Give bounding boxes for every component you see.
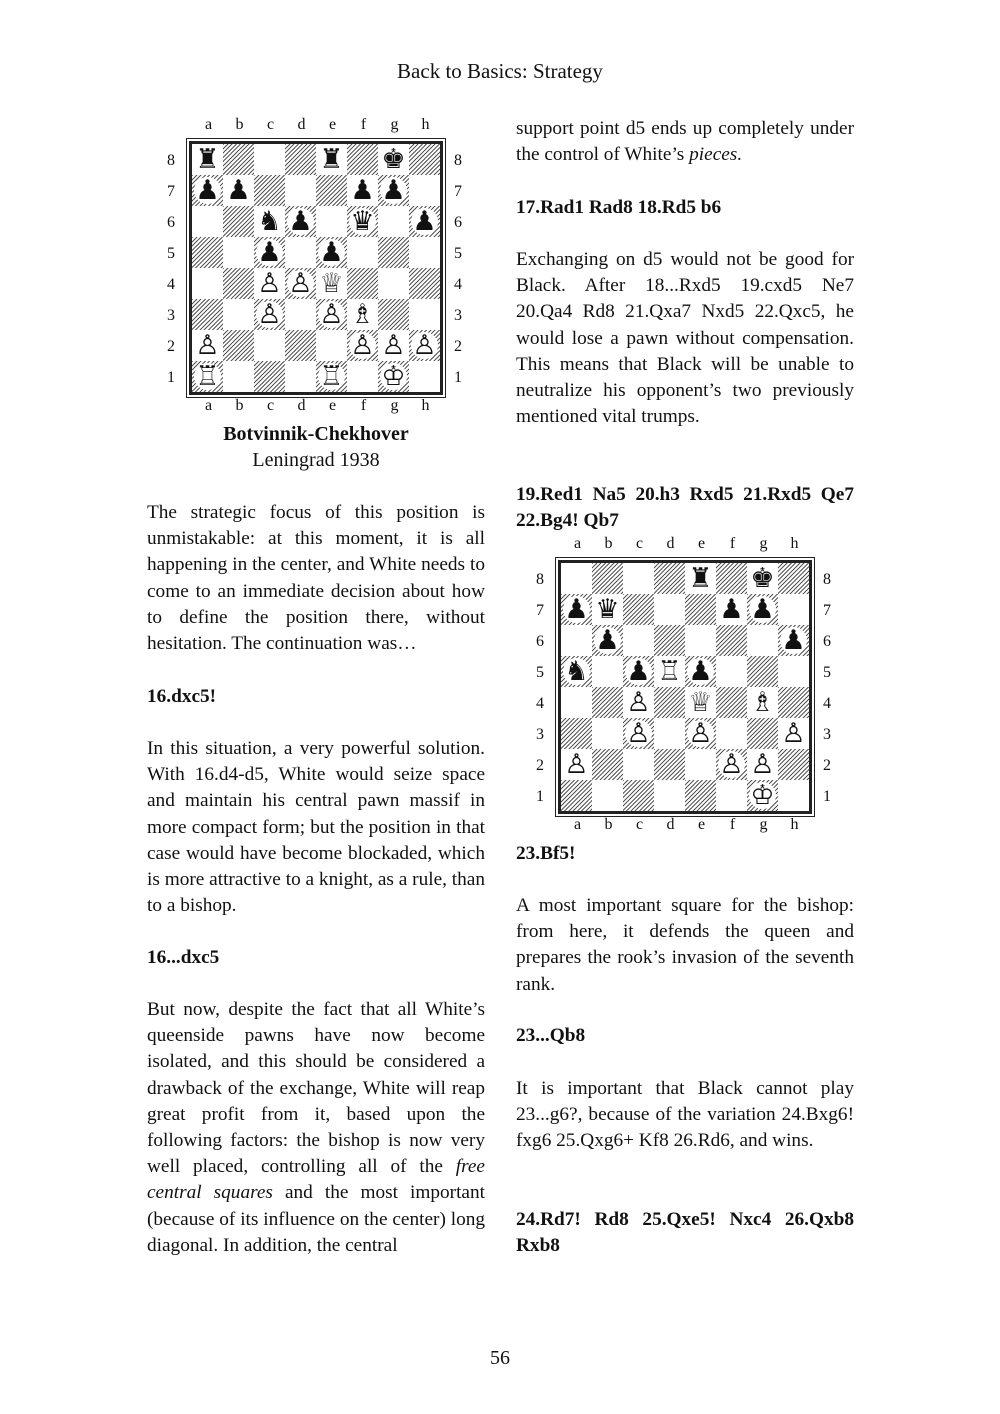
square-h3 [409,299,440,330]
move-heading: 16.dxc5! [147,686,217,707]
file-label: f [729,816,736,833]
white-bishop-icon: ♗ [750,687,775,718]
square-e7 [316,175,347,206]
square-d7 [285,175,316,206]
rank-label: 6 [454,214,462,231]
square-a5 [192,237,223,268]
square-a4 [561,687,592,718]
black-pawn-icon: ♟ [688,656,713,687]
black-pawn-icon: ♟ [719,594,744,625]
rank-label: 7 [167,183,175,200]
white-queen-icon: ♕ [319,268,344,299]
white-pawn-icon: ♙ [288,268,313,299]
file-label: b [604,816,613,833]
rank-label: 2 [167,338,175,355]
square-f6 [347,206,378,237]
rank-labels-right [451,145,465,393]
black-knight-icon: ♞ [564,656,589,687]
square-d3 [654,718,685,749]
square-h8 [409,144,440,175]
emphasis: free central squares [147,1156,485,1204]
white-pawn-icon: ♙ [626,687,651,718]
square-d8 [285,144,316,175]
square-h5 [778,656,809,687]
square-d7 [654,594,685,625]
file-label: f [360,397,367,414]
file-label: b [235,397,244,414]
square-f1 [716,780,747,811]
square-c3 [254,299,285,330]
file-label: e [697,816,706,833]
square-a3 [561,718,592,749]
square-d8 [654,563,685,594]
square-g3 [747,718,778,749]
square-d1 [285,361,316,392]
square-f4 [347,268,378,299]
chessboard [189,141,443,395]
square-c5 [254,237,285,268]
file-label: e [697,535,706,552]
black-rook-icon: ♜ [319,144,344,175]
square-c8 [623,563,654,594]
file-label: c [635,535,644,552]
text-run: support point d5 ends up completely under the control of White’s [516,118,854,166]
square-f7 [716,594,747,625]
black-pawn-icon: ♟ [626,656,651,687]
square-c1 [623,780,654,811]
square-c7 [254,175,285,206]
square-h1 [778,780,809,811]
file-label: g [390,397,399,414]
text-run: and the most important (because of its influence on the center) long diagonal. In addition, the central [147,1182,485,1256]
square-f8 [347,144,378,175]
rank-label: 4 [536,695,544,712]
square-f3 [716,718,747,749]
white-pawn-icon: ♙ [381,330,406,361]
black-queen-icon: ♛ [595,594,620,625]
file-label: e [328,116,337,133]
text-run: But now, despite the fact that all White’s queenside pawns have now become isolated, and this should be considered a drawback of the exchange, White will reap great profit from it, based upon the following factors: the bishop is now very well placed, controlling all of the [147,999,485,1178]
move-heading: 19.Red1 Na5 20.h3 Rxd5 21.Rxd5 Qe7 22.Bg4! Qb7 [516,484,854,532]
square-d3 [285,299,316,330]
square-g2 [378,330,409,361]
square-e2 [685,749,716,780]
square-e3 [685,718,716,749]
white-pawn-icon: ♙ [350,330,375,361]
square-d1 [654,780,685,811]
file-label: h [421,116,430,133]
black-king-icon: ♚ [750,563,775,594]
square-f6 [716,625,747,656]
square-d6 [285,206,316,237]
square-a2 [561,749,592,780]
file-label: a [573,816,582,833]
square-g8 [747,563,778,594]
square-b4 [592,687,623,718]
rank-label: 2 [536,757,544,774]
file-label: c [266,116,275,133]
rank-labels-left [533,564,547,812]
square-f1 [347,361,378,392]
square-g3 [378,299,409,330]
file-label: c [266,397,275,414]
square-g4 [747,687,778,718]
square-f7 [347,175,378,206]
rank-label: 8 [167,152,175,169]
square-e8 [685,563,716,594]
rank-label: 6 [823,633,831,650]
rank-label: 1 [167,369,175,386]
file-label: b [604,535,613,552]
square-a3 [192,299,223,330]
black-pawn-icon: ♟ [564,594,589,625]
square-g1 [378,361,409,392]
black-rook-icon: ♜ [688,563,713,594]
square-d4 [654,687,685,718]
rank-label: 7 [454,183,462,200]
square-h4 [409,268,440,299]
file-label: a [573,535,582,552]
square-d5 [285,237,316,268]
black-pawn-icon: ♟ [412,206,437,237]
file-label: h [421,397,430,414]
black-pawn-icon: ♟ [595,625,620,656]
square-h8 [778,563,809,594]
paragraph: A most important square for the bishop: from here, it defends the queen and prepares the rook’s invasion of the seventh rank. [516,895,854,995]
square-e4 [685,687,716,718]
rank-label: 7 [823,602,831,619]
square-b8 [223,144,254,175]
rank-label: 2 [823,757,831,774]
paragraph [516,116,854,168]
file-label: g [390,116,399,133]
move-heading: 23...Qb8 [516,1025,586,1046]
rank-label: 5 [167,245,175,262]
white-pawn-icon: ♙ [257,299,282,330]
square-a6 [192,206,223,237]
file-label: f [360,116,367,133]
file-label: h [790,535,799,552]
white-pawn-icon: ♙ [319,299,344,330]
white-pawn-icon: ♙ [412,330,437,361]
square-h2 [778,749,809,780]
page-number: 56 [490,1347,510,1369]
file-label: a [204,397,213,414]
square-c8 [254,144,285,175]
square-h7 [778,594,809,625]
square-a6 [561,625,592,656]
square-a2 [192,330,223,361]
chessboard [558,560,812,814]
square-g7 [378,175,409,206]
square-c3 [623,718,654,749]
file-label: d [297,116,306,133]
square-f2 [347,330,378,361]
square-b6 [592,625,623,656]
rank-label: 7 [536,602,544,619]
white-bishop-icon: ♗ [350,299,375,330]
black-pawn-icon: ♟ [257,237,282,268]
file-label: a [204,116,213,133]
file-labels-bottom [562,816,810,834]
square-c7 [623,594,654,625]
square-h7 [409,175,440,206]
square-h1 [409,361,440,392]
square-e5 [685,656,716,687]
white-pawn-icon: ♙ [781,718,806,749]
rank-label: 5 [536,664,544,681]
emphasis: pieces. [689,144,743,166]
rank-label: 4 [454,276,462,293]
rank-label: 5 [454,245,462,262]
file-labels-top [562,535,810,553]
square-d5 [654,656,685,687]
black-pawn-icon: ♟ [381,175,406,206]
paragraph: Exchanging on d5 would not be good for Black. After 18...Rxd5 19.cxd5 Ne7 20.Qa4 Rd8 21.Qxa7 Nxd5 22.Qxc5, he would lose a pawn without compensation. This means that Black will be unable to neutralize his opponent’s two previously mentioned vital trumps. [516,249,854,428]
white-king-icon: ♔ [381,361,406,392]
square-e6 [685,625,716,656]
file-label: d [666,535,675,552]
square-g5 [747,656,778,687]
diagram-caption-players: Botvinnik-Chekhover [223,423,409,445]
black-pawn-icon: ♟ [195,175,220,206]
black-pawn-icon: ♟ [288,206,313,237]
rank-label: 3 [167,307,175,324]
square-c2 [623,749,654,780]
square-b3 [223,299,254,330]
square-d2 [285,330,316,361]
rank-label: 1 [536,788,544,805]
square-a4 [192,268,223,299]
square-f2 [716,749,747,780]
rank-label: 3 [454,307,462,324]
rank-labels-left [164,145,178,393]
square-c1 [254,361,285,392]
paragraph: It is important that Black cannot play 23...g6?, because of the variation 24.Bxg6! fxg6 25.Qxg6+ Kf8 26.Rd6, and wins. [516,1078,854,1152]
square-d6 [654,625,685,656]
white-pawn-icon: ♙ [719,749,744,780]
square-b3 [592,718,623,749]
white-rook-icon: ♖ [195,361,220,392]
white-pawn-icon: ♙ [257,268,282,299]
square-g4 [378,268,409,299]
square-e3 [316,299,347,330]
move-heading: 16...dxc5 [147,947,220,968]
square-a8 [561,563,592,594]
rank-label: 4 [167,276,175,293]
rank-label: 8 [536,571,544,588]
rank-label: 3 [823,726,831,743]
square-g6 [747,625,778,656]
move-heading: 17.Rad1 Rad8 18.Rd5 b6 [516,197,722,218]
square-g1 [747,780,778,811]
square-a5 [561,656,592,687]
rank-label: 1 [454,369,462,386]
white-pawn-icon: ♙ [626,718,651,749]
square-a1 [561,780,592,811]
file-label: c [635,816,644,833]
white-pawn-icon: ♙ [750,749,775,780]
black-pawn-icon: ♟ [319,237,344,268]
file-label: d [666,816,675,833]
file-labels-bottom [193,397,441,415]
square-a1 [192,361,223,392]
black-knight-icon: ♞ [257,206,282,237]
square-b5 [223,237,254,268]
square-b6 [223,206,254,237]
rank-label: 5 [823,664,831,681]
square-f3 [347,299,378,330]
rank-label: 8 [823,571,831,588]
square-g2 [747,749,778,780]
square-f5 [716,656,747,687]
rank-label: 4 [823,695,831,712]
file-label: f [729,535,736,552]
rank-label: 3 [536,726,544,743]
white-rook-icon: ♖ [657,656,682,687]
square-f8 [716,563,747,594]
square-h5 [409,237,440,268]
black-pawn-icon: ♟ [226,175,251,206]
file-label: b [235,116,244,133]
square-b2 [223,330,254,361]
square-a8 [192,144,223,175]
diagram-caption-event: Leningrad 1938 [252,449,380,471]
square-f5 [347,237,378,268]
square-c2 [254,330,285,361]
rank-labels-right [820,564,834,812]
rank-label: 6 [167,214,175,231]
rank-label: 8 [454,152,462,169]
square-b2 [592,749,623,780]
square-a7 [561,594,592,625]
square-e1 [685,780,716,811]
file-label: e [328,397,337,414]
paragraph: In this situation, a very powerful solution. With 16.d4-d5, White would seize space and maintain his central pawn massif in more compact form; but the position in that case would have become blockaded, which is more attractive to a knight, as a rule, than to a bishop. [147,738,485,917]
square-e1 [316,361,347,392]
square-h3 [778,718,809,749]
square-a7 [192,175,223,206]
square-b4 [223,268,254,299]
square-c4 [254,268,285,299]
file-labels-top [193,116,441,134]
square-d2 [654,749,685,780]
white-pawn-icon: ♙ [195,330,220,361]
white-pawn-icon: ♙ [564,749,589,780]
move-heading: 24.Rd7! Rd8 25.Qxe5! Nxc4 26.Qxb8 Rxb8 [516,1209,854,1257]
rank-label: 6 [536,633,544,650]
square-e6 [316,206,347,237]
square-b1 [223,361,254,392]
file-label: g [759,816,768,833]
black-king-icon: ♚ [381,144,406,175]
move-heading: 23.Bf5! [516,843,576,864]
black-queen-icon: ♛ [350,206,375,237]
square-c6 [623,625,654,656]
square-e2 [316,330,347,361]
square-g8 [378,144,409,175]
black-pawn-icon: ♟ [350,175,375,206]
rank-label: 2 [454,338,462,355]
paragraph: The strategic focus of this position is unmistakable: at this moment, it is all happening in the center, and White needs to come to an immediate decision about how to define the position there, without hesitation. The continuation was… [147,502,485,655]
square-e4 [316,268,347,299]
square-f4 [716,687,747,718]
file-label: g [759,535,768,552]
square-b5 [592,656,623,687]
square-b8 [592,563,623,594]
square-b1 [592,780,623,811]
square-c6 [254,206,285,237]
square-d4 [285,268,316,299]
square-e7 [685,594,716,625]
paragraph [147,997,485,1259]
square-c5 [623,656,654,687]
square-b7 [223,175,254,206]
rank-label: 1 [823,788,831,805]
square-e8 [316,144,347,175]
square-h6 [409,206,440,237]
file-label: h [790,816,799,833]
square-g7 [747,594,778,625]
square-b7 [592,594,623,625]
running-head: Back to Basics: Strategy [397,59,603,83]
black-pawn-icon: ♟ [750,594,775,625]
white-pawn-icon: ♙ [688,718,713,749]
square-h6 [778,625,809,656]
white-rook-icon: ♖ [319,361,344,392]
square-g6 [378,206,409,237]
file-label: d [297,397,306,414]
black-rook-icon: ♜ [195,144,220,175]
black-pawn-icon: ♟ [781,625,806,656]
white-queen-icon: ♕ [688,687,713,718]
square-h2 [409,330,440,361]
square-e5 [316,237,347,268]
square-g5 [378,237,409,268]
square-c4 [623,687,654,718]
square-h4 [778,687,809,718]
white-king-icon: ♔ [750,780,775,811]
